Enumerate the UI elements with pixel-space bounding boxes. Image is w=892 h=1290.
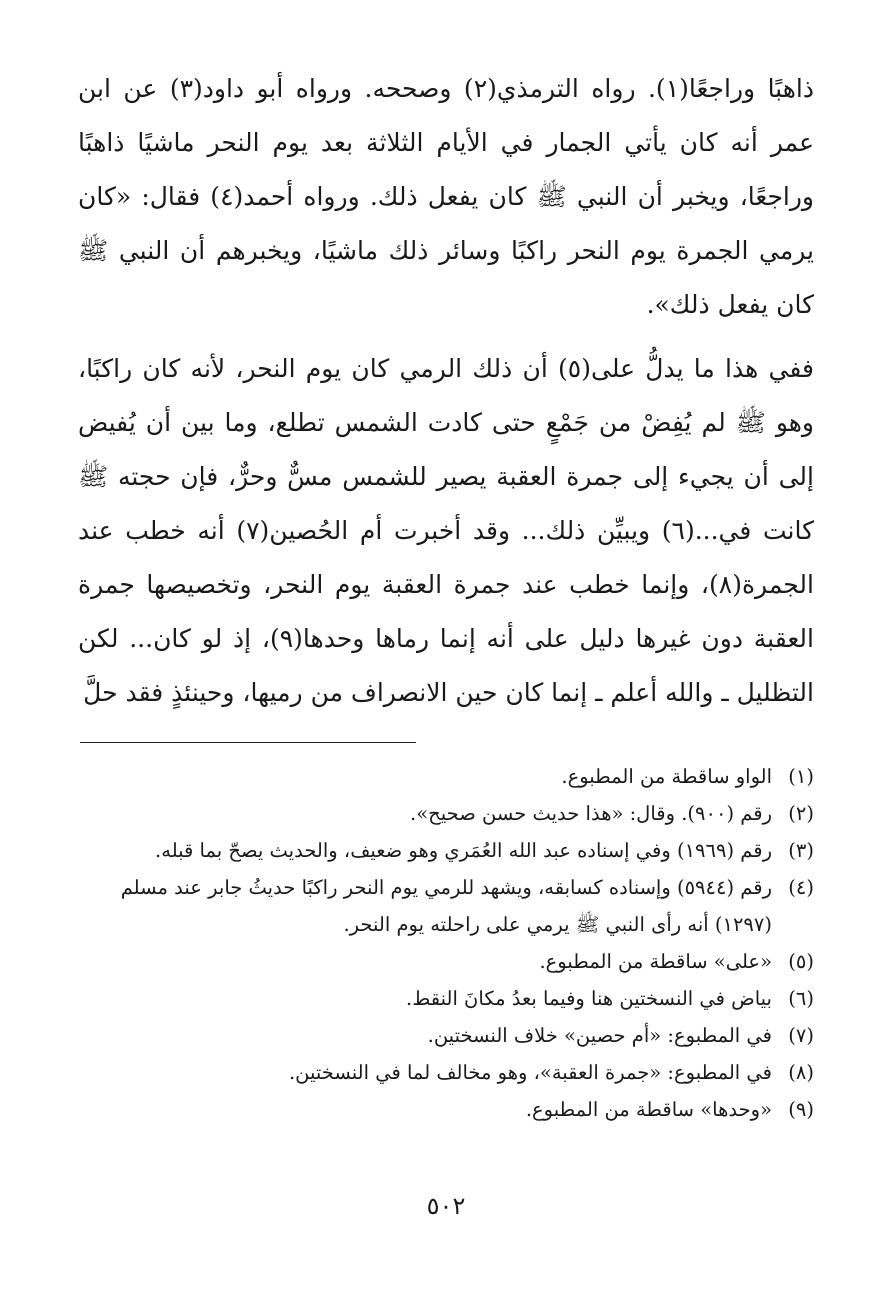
footnote-text: الواو ساقطة من المطبوع. [561, 765, 772, 788]
footnote-text: بياض في النسختين هنا وفيما بعدُ مكانَ النقط. [406, 987, 772, 1010]
footnote-text: رقم (٩٠٠). وقال: «هذا حديث حسن صحيح». [410, 802, 772, 825]
footnote-number: (٩) [788, 1098, 814, 1121]
page-body [78, 62, 814, 720]
footnote-number: (٥) [788, 950, 814, 973]
footnote-number: (١) [788, 765, 814, 788]
footnote-text: «على» ساقطة من المطبوع. [539, 950, 772, 973]
footnote [78, 980, 814, 1017]
footnote-text: في المطبوع: «أم حصين» خلاف النسختين. [427, 1024, 772, 1047]
page-number: ٥٠٢ [426, 1192, 466, 1220]
footnote-number: (٦) [788, 987, 814, 1010]
footnote-number: (٧) [788, 1024, 814, 1047]
footnote [78, 1017, 814, 1054]
footnote [78, 832, 814, 869]
footnote [78, 869, 814, 943]
footnote-number: (٨) [788, 1061, 814, 1084]
footnote-number: (٢) [788, 802, 814, 825]
footnote-number: (٤) [788, 876, 814, 899]
footnote-text: رقم (٥٩٤٤) وإسناده كسابقه، ويشهد للرمي يوم النحر راكبًا حديثُ جابر عند مسلم (١٢٩٧) أنه رأى النبي ﷺ يرمي على راحلته يوم النحر. [120, 876, 772, 936]
footnote-number: (٣) [788, 839, 814, 862]
footnote [78, 943, 814, 980]
footnote [78, 758, 814, 795]
main-text [78, 62, 814, 720]
footnote [78, 1091, 814, 1128]
footnote [78, 795, 814, 832]
footnote [78, 1054, 814, 1091]
paragraph: ذاهبًا وراجعًا(١). رواه الترمذي(٢) وصححه. ورواه أبو داود(٣) عن ابن عمر أنه كان يأتي الجمار في الأيام الثلاثة بعد يوم النحر ماشيًا ذاهبًا وراجعًا، ويخبر أن النبي ﷺ كان يفعل ذلك. ورواه أحمد(٤) فقال: «كان يرمي الجمرة يوم النحر راكبًا وسائر ذلك ماشيًا، ويخبرهم أن النبي ﷺ كان يفعل ذلك». [78, 74, 815, 319]
paragraph: ففي هذا ما يدلُّ على(٥) أن ذلك الرمي كان يوم النحر، لأنه كان راكبًا، وهو ﷺ لم يُفِضْ من جَمْعٍ حتى كادت الشمس تطلع، وما بين أن يُفيض إلى أن يجيء إلى جمرة العقبة يصير للشمس مسٌّ وحرٌّ، فإن حجته ﷺ كانت في...(٦) ويبيِّن ذلك... وقد أخبرت أم الحُصين(٧) أنه خطب عند الجمرة(٨)، وإنما خطب عند جمرة العقبة يوم النحر، وتخصيصها جمرة العقبة دون غيرها دليل على أنه إنما رماها وحدها(٩)، إذ لو كان... لكن التظليل ـ والله أعلم ـ إنما كان حين الانصراف من رميها، وحينئذٍ فقد حلَّ [78, 354, 815, 707]
footnote-text: «وحدها» ساقطة من المطبوع. [525, 1098, 772, 1121]
footnote-divider [80, 742, 416, 743]
footnote-text: رقم (١٩٦٩) وفي إسناده عبد الله العُمَري وهو ضعيف، والحديث يصحّ بما قبله. [155, 839, 772, 862]
footnote-text: في المطبوع: «جمرة العقبة»، وهو مخالف لما في النسختين. [288, 1061, 772, 1084]
footnotes [78, 758, 814, 1128]
